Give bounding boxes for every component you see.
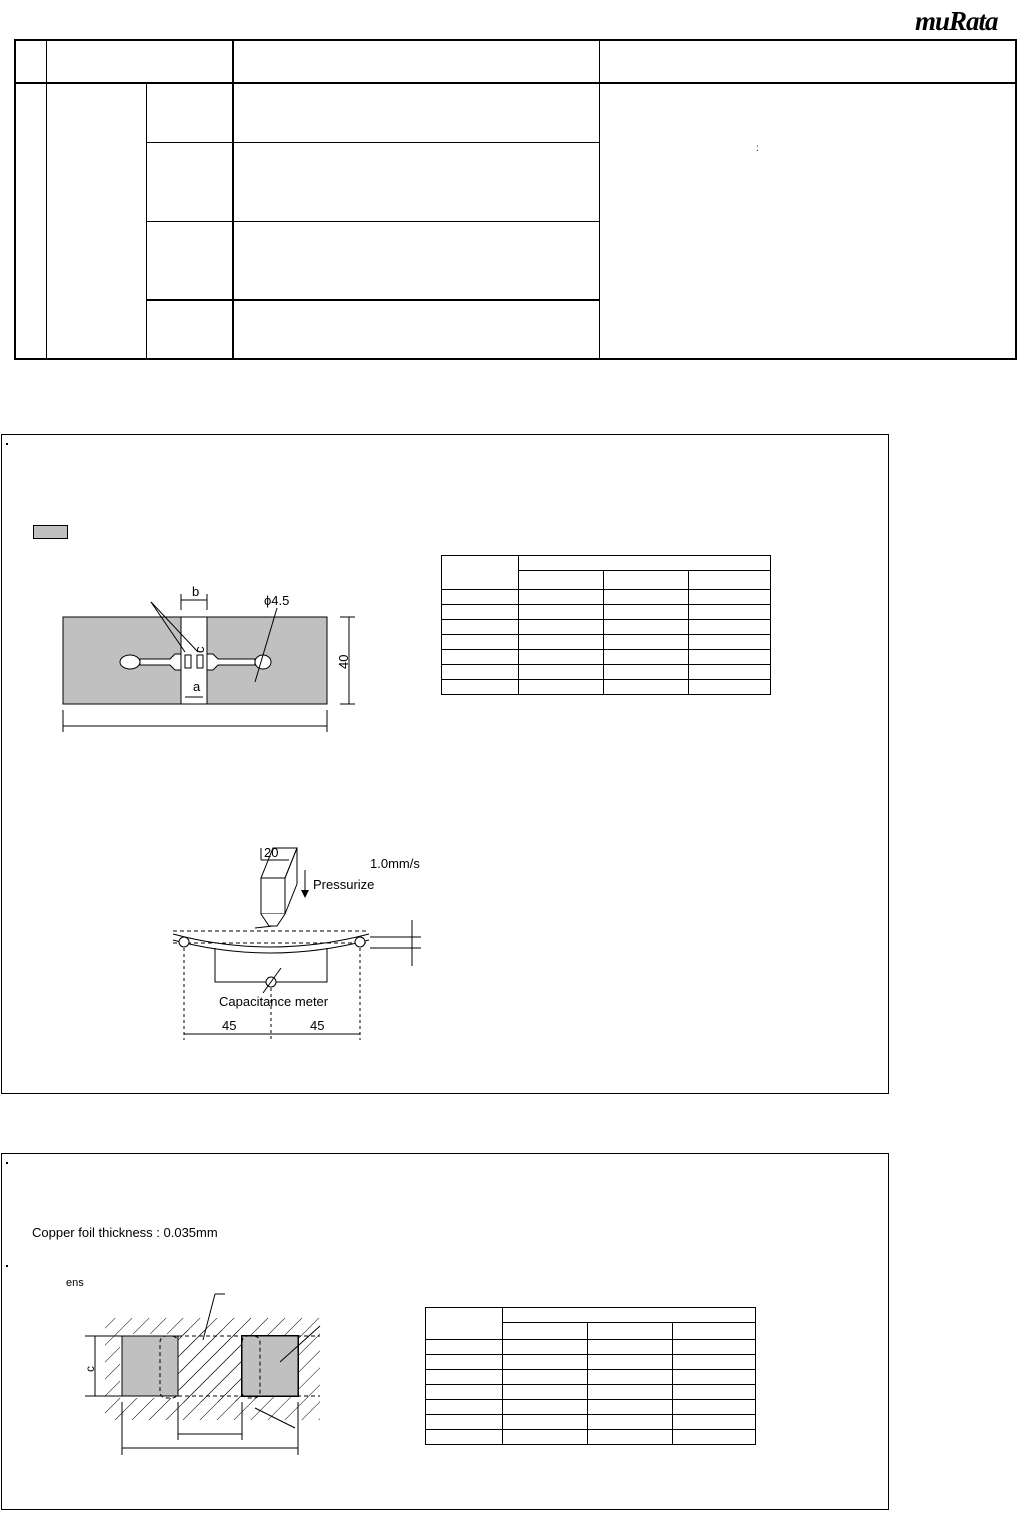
label-span-left: 45 xyxy=(222,1018,237,1033)
label-height: 40 xyxy=(336,654,351,669)
land-pattern-diagram xyxy=(75,1290,335,1460)
ens-text: ens xyxy=(66,1277,84,1289)
bending-test-panel xyxy=(1,434,889,1094)
label-capacitance-meter: Capacitance meter xyxy=(219,994,329,1009)
label-speed: 1.0mm/s xyxy=(370,856,420,871)
label-tool-width: 20 xyxy=(264,845,279,860)
dimension-table-1 xyxy=(441,555,771,695)
test-board-diagram xyxy=(55,580,375,740)
dimension-table-2 xyxy=(425,1307,756,1445)
copper-foil-text: Copper foil thickness : 0.035mm xyxy=(32,1225,218,1240)
colon-mark: : xyxy=(756,143,759,154)
legend-swatch xyxy=(33,525,68,539)
label-span-right: 45 xyxy=(310,1018,325,1033)
label-pressurize: Pressurize xyxy=(313,877,375,892)
murata-logo: muRata xyxy=(915,6,998,36)
label-hole-diameter: ϕ4.5 xyxy=(264,593,290,608)
label-c: c xyxy=(192,646,207,653)
label-land-c: c xyxy=(83,1366,97,1372)
label-b: b xyxy=(192,584,200,599)
label-a: a xyxy=(193,679,201,694)
